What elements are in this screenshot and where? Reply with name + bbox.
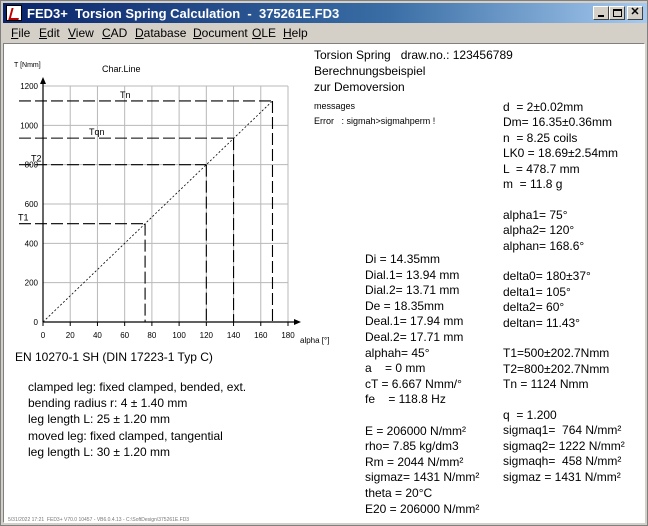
- footer-info: 5/31/2022 17:21 FED3+ V70.0 10457 - VB6.0.4.13 - C:\SoftDesign\375261E.FD3: [8, 517, 190, 523]
- y-tick-label: 1200: [20, 82, 38, 91]
- geometry-value: sigmaz= 1431 N/mm²: [365, 470, 480, 485]
- chart-title: Char.Line: [102, 64, 141, 74]
- marker-label: T1: [18, 212, 29, 223]
- y-tick-label: 200: [24, 278, 38, 288]
- spring-value: delta2= 60°: [503, 300, 565, 315]
- geometry-value: Dial.2= 13.71 mm: [365, 283, 460, 298]
- y-tick-label: 1000: [20, 121, 38, 131]
- geometry-value: theta = 20°C: [365, 486, 433, 500]
- minimize-button[interactable]: [593, 6, 609, 20]
- menu-help[interactable]: Help: [283, 26, 308, 40]
- error-message: Error : sigmah>sigmahperm !: [314, 116, 436, 126]
- window-title: FED3+ Torsion Spring Calculation - 375261E.FD3: [27, 6, 340, 21]
- spring-value: sigmaq1= 764 N/mm²: [503, 423, 622, 438]
- drawing-header: Torsion Spring draw.no.: 123456789: [314, 48, 513, 62]
- geometry-value: E20 = 206000 N/mm²: [365, 501, 480, 516]
- header-subtitle: Berechnungsbeispiel: [314, 64, 426, 78]
- spring-value: deltan= 11.43°: [503, 315, 580, 330]
- x-tick-label: 80: [147, 331, 157, 340]
- x-tick-label: 160: [254, 331, 268, 340]
- x-tick-label: 40: [92, 331, 102, 340]
- menu-database[interactable]: Database: [135, 26, 187, 40]
- title-bar[interactable]: [3, 3, 647, 23]
- spring-value: delta0= 180±37°: [503, 269, 591, 284]
- y-tick-label: 600: [24, 200, 38, 209]
- y-axis-label: T [Nmm]: [14, 62, 41, 69]
- geometry-value: rho= 7.85 kg/dm3: [365, 439, 459, 454]
- y-axis-arrow-icon: [40, 77, 46, 84]
- geometry-value: Di = 14.35mm: [365, 252, 441, 266]
- minimize-icon: [598, 15, 604, 17]
- spring-value: L = 478.7 mm: [503, 161, 580, 176]
- marker-label: T2: [31, 153, 42, 164]
- leg-spec-line: bending radius r: 4 ± 1.40 mm: [28, 396, 188, 411]
- spring-value: d = 2±0.02mm: [503, 100, 584, 114]
- x-tick-label: 140: [226, 331, 241, 340]
- leg-spec-line: clamped leg: fixed clamped, bended, ext.: [28, 380, 247, 394]
- geometry-value: E = 206000 N/mm²: [365, 423, 467, 438]
- geometry-value: De = 18.35mm: [365, 298, 445, 313]
- menu-view[interactable]: View: [68, 26, 94, 40]
- spring-value: n = 8.25 coils: [503, 130, 578, 145]
- y-tick-label: 800: [24, 160, 38, 170]
- geometry-value: alphah= 45°: [365, 345, 430, 360]
- leg-spec-line: leg length L: 30 ± 1.20 mm: [28, 444, 171, 459]
- menu-document[interactable]: Document: [193, 26, 248, 40]
- spring-value: q = 1.200: [503, 408, 557, 422]
- x-axis-arrow-icon: [294, 319, 301, 325]
- spring-value: sigmaz = 1431 N/mm²: [503, 469, 621, 484]
- geometry-value: cT = 6.667 Nmm/°: [365, 376, 462, 391]
- messages-title: messages: [314, 101, 356, 111]
- menu-bar: [3, 24, 647, 42]
- marker-label: Tn: [120, 89, 131, 100]
- x-tick-label: 120: [199, 331, 214, 340]
- x-axis-label: alpha [°]: [300, 336, 330, 345]
- menu-ole[interactable]: OLE: [252, 26, 277, 40]
- geometry-value: Deal.2= 17.71 mm: [365, 330, 464, 344]
- app-logo-icon[interactable]: [6, 5, 22, 21]
- geometry-value: Rm = 2044 N/mm²: [365, 454, 464, 469]
- leg-spec-line: moved leg: fixed clamped, tangential: [28, 428, 223, 443]
- x-tick-label: 180: [281, 331, 295, 340]
- spring-value: Tn = 1124 Nmm: [503, 377, 589, 392]
- spring-value: LK0 = 18.69±2.54mm: [503, 146, 618, 161]
- maximize-button[interactable]: [609, 6, 625, 20]
- x-tick-label: 0: [40, 331, 46, 340]
- spring-value: alpha2= 120°: [503, 223, 575, 238]
- spring-value: Dm= 16.35±0.36mm: [503, 115, 612, 130]
- characteristic-line-chart: [4, 58, 330, 363]
- document-view: [3, 43, 645, 523]
- menu-cad[interactable]: CAD: [102, 26, 128, 40]
- geometry-value: Deal.1= 17.94 mm: [365, 314, 464, 329]
- menu-edit[interactable]: Edit: [39, 26, 60, 40]
- spring-value: T1=500±202.7Nmm: [503, 346, 610, 361]
- spring-value: alphan= 168.6°: [503, 238, 585, 253]
- material-standard: EN 10270-1 SH (DIN 17223-1 Typ C): [15, 350, 213, 364]
- geometry-value: Dial.1= 13.94 mm: [365, 267, 460, 282]
- x-tick-label: 60: [120, 331, 130, 340]
- maximize-icon: [613, 9, 622, 17]
- spring-value: T2=800±202.7Nmm: [503, 361, 610, 376]
- characteristic-line: [43, 101, 272, 322]
- y-tick-label: 400: [24, 239, 38, 249]
- marker-label: Tqn: [89, 127, 105, 138]
- header-subtitle-2: zur Demoversion: [314, 80, 405, 94]
- geometry-value: fe = 118.8 Hz: [365, 392, 446, 407]
- geometry-value: a = 0 mm: [365, 361, 426, 376]
- spring-value: m = 11.8 g: [503, 177, 563, 191]
- leg-spec-line: leg length L: 25 ± 1.20 mm: [28, 412, 171, 427]
- x-tick-label: 100: [172, 331, 186, 340]
- close-button[interactable]: ✕: [627, 6, 643, 20]
- x-tick-label: 20: [65, 331, 75, 340]
- spring-value: alpha1= 75°: [503, 207, 568, 222]
- y-tick-label: 0: [33, 318, 38, 327]
- spring-value: sigmaq2= 1222 N/mm²: [503, 438, 625, 453]
- menu-file[interactable]: File: [11, 26, 31, 40]
- spring-value: sigmaqh= 458 N/mm²: [503, 454, 622, 469]
- spring-value: delta1= 105°: [503, 284, 571, 299]
